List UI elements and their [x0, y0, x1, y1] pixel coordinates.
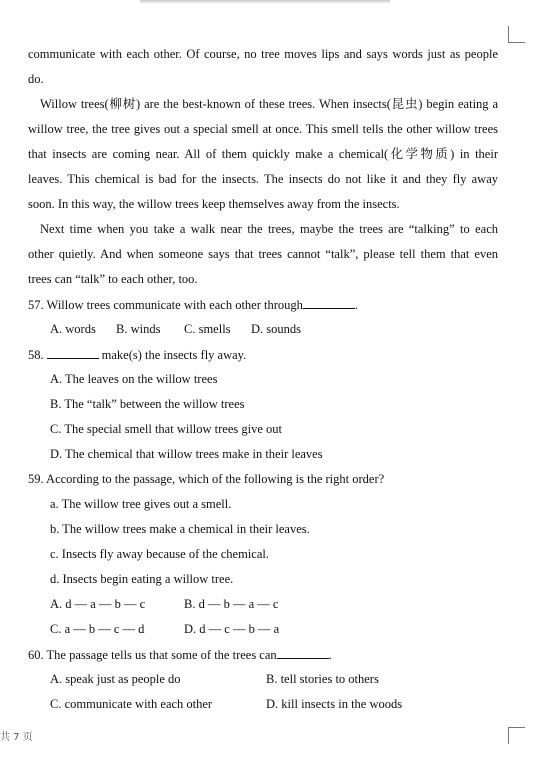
question-58 [28, 346, 246, 363]
option-59-a: A. d — a — b — c [50, 597, 146, 611]
event-a: a. The willow tree gives out a smell. [50, 497, 232, 511]
passage-line: willow tree, the tree gives out a special smell at once. This smell tells the other willow trees [28, 122, 498, 136]
question-57 [28, 296, 358, 313]
option-60-c: C. communicate with each other [50, 697, 213, 711]
event-d: d. Insects begin eating a willow tree. [50, 572, 234, 586]
option-60-a: A. speak just as people do [50, 672, 181, 686]
option-57-c: C. smells [184, 322, 231, 336]
event-c: c. Insects fly away because of the chemical. [50, 547, 269, 561]
answer-blank [303, 296, 355, 309]
question-58-number: 58. [28, 348, 44, 362]
passage-paragraph-start: Willow trees(柳树) are the best-known of these trees. When insects(昆虫) begin eating a [40, 97, 498, 111]
option-59-b: B. d — b — a — c [184, 597, 279, 611]
question-60-stem: 60. The passage tells us that some of the trees can [28, 648, 277, 662]
option-57-b: B. winds [116, 322, 161, 336]
question-57-tail: . [354, 298, 359, 312]
option-58-b: B. The “talk” between the willow trees [50, 397, 245, 411]
passage-line: leaves. This chemical is bad for the insects. The insects do not like it and they fly away [28, 172, 498, 186]
passage-line: communicate with each other. Of course, no tree moves lips and says words just as people [28, 47, 498, 61]
option-58-a: A. The leaves on the willow trees [50, 372, 218, 386]
question-58-tail: make(s) the insects fly away. [101, 348, 247, 362]
option-57-a: A. words [50, 322, 96, 336]
event-b: b. The willow trees make a chemical in their leaves. [50, 522, 310, 536]
question-59-stem: 59. According to the passage, which of the following is the right order? [28, 472, 385, 486]
page-top-shadow [140, 0, 390, 4]
option-57-d: D. sounds [251, 322, 302, 336]
option-59-d: D. d — c — b — a [184, 622, 280, 636]
passage-line: that insects are coming near. All of them quickly make a chemical(化学物质) in their [28, 147, 498, 161]
option-60-b: B. tell stories to others [266, 672, 379, 686]
answer-blank [277, 646, 329, 659]
option-59-c: C. a — b — c — d [50, 622, 145, 636]
passage-line: do. [28, 72, 44, 86]
crop-mark-top-right [508, 26, 525, 43]
passage-line: trees can “talk” to each other, too. [28, 272, 198, 286]
passage-paragraph-start: Next time when you take a walk near the trees, maybe the trees are “talking” to each [40, 222, 498, 236]
option-58-c: C. The special smell that willow trees give out [50, 422, 283, 436]
passage-line: soon. In this way, the willow trees keep themselves away from the insects. [28, 197, 400, 211]
question-60 [28, 646, 332, 663]
passage-line: other quietly. And when someone says that trees cannot “talk”, please tell them that even [28, 247, 498, 261]
option-58-d: D. The chemical that willow trees make in their leaves [50, 447, 323, 461]
question-60-tail: . [328, 648, 332, 662]
option-60-d: D. kill insects in the woods [266, 697, 403, 711]
answer-blank [47, 346, 99, 359]
crop-mark-bottom-right [508, 727, 525, 744]
question-57-stem: 57. Willow trees communicate with each other through [28, 298, 303, 312]
page-count-label: 共 7 页 [0, 732, 33, 743]
